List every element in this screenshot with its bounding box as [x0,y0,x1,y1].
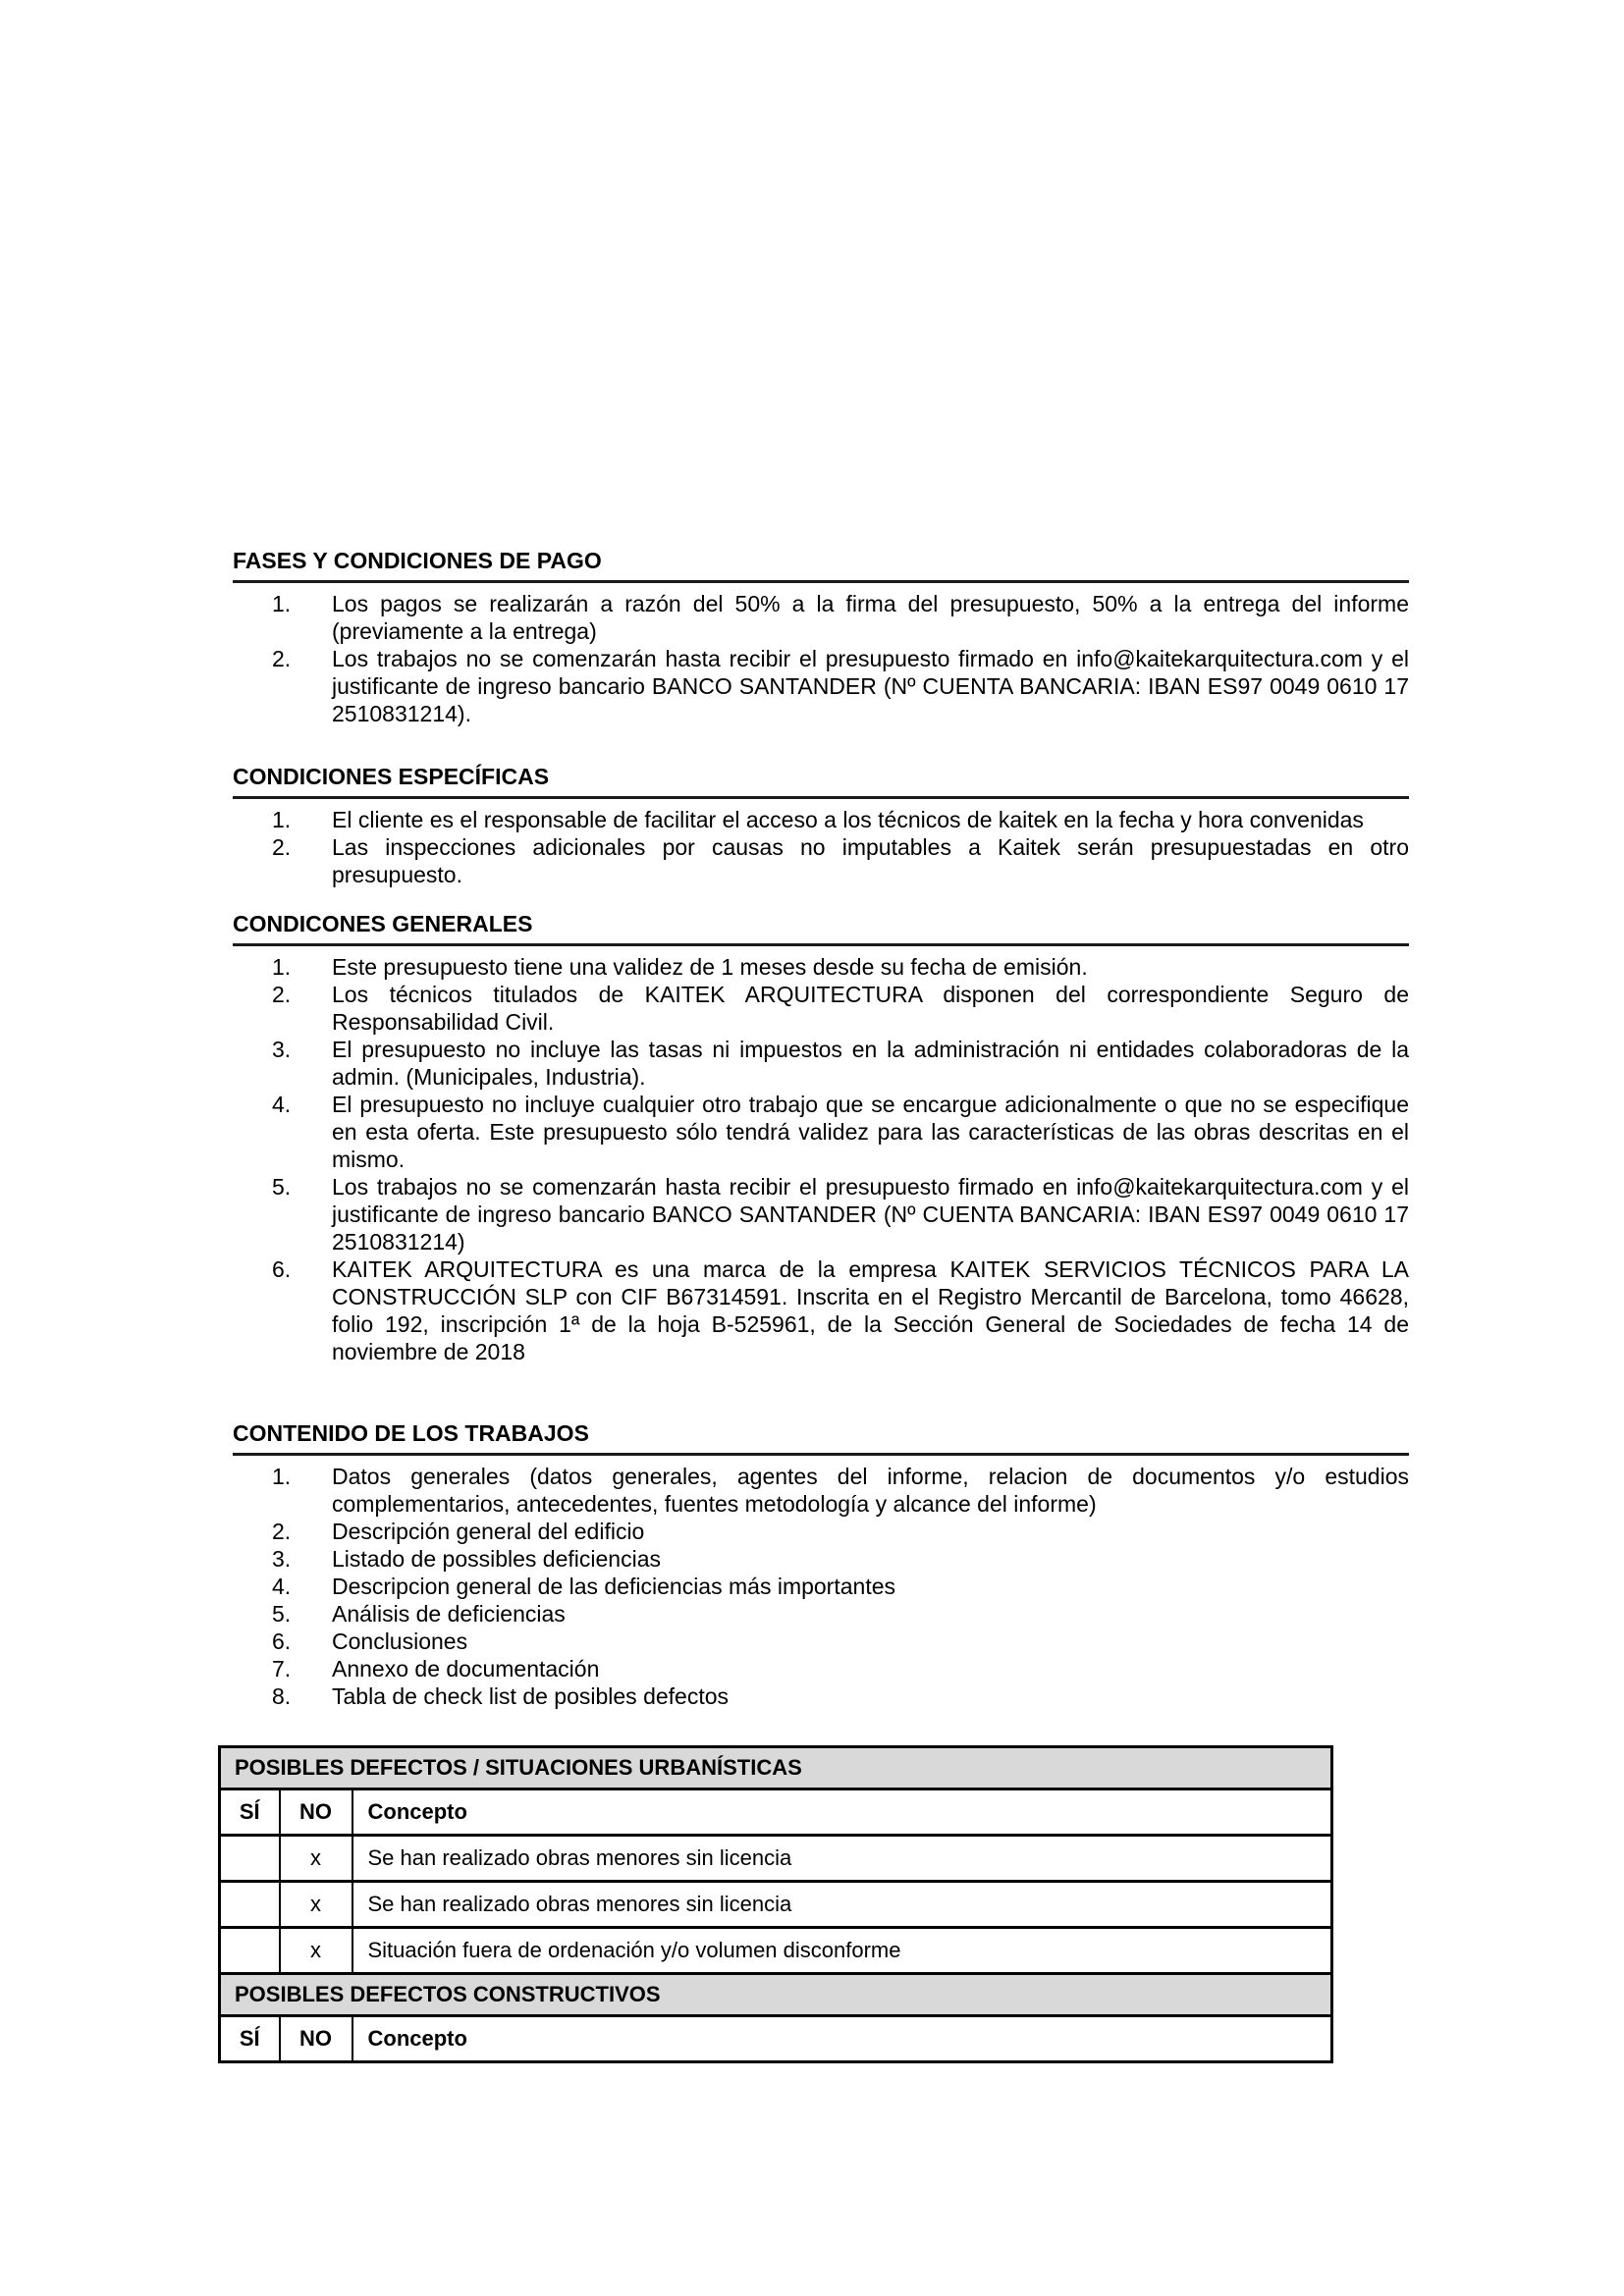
list-number: 3. [272,1037,292,1062]
list-item [233,833,1409,888]
list-number: 1. [272,591,292,616]
column-header-si: SÍ [220,1789,280,1836]
list-number: 6. [272,1256,292,1282]
list-number: 5. [272,1174,292,1200]
list-text: Los técnicos titulados de KAITEK ARQUITECTURA disponen del correspondiente Seguro de Responsabilidad Civil. [332,982,1409,1035]
list-item [233,981,1409,1036]
list-text: Los trabajos no se comenzarán hasta recibir el presupuesto firmado en info@kaitekarquitectura.com y el justificante de ingreso bancario BANCO SANTANDER (Nº CUENTA BANCARIA: IBAN ES97 0049 0610 17 2510831214) [332,1174,1409,1255]
section-fases-y-condiciones-de-pago [233,547,1409,727]
section-heading: CONDICIONES ESPECÍFICAS [233,763,1409,799]
list-number: 2. [272,834,292,860]
list-item [233,1628,1409,1655]
list-number: 2. [272,646,292,671]
list-item [233,1091,1409,1173]
list-text: Listado de possibles deficiencias [332,1546,661,1572]
table-header-row [220,1789,1332,1836]
list-number: 1. [272,1464,292,1489]
table-row [220,1928,1332,1974]
list-text: El presupuesto no incluye cualquier otro trabajo que se encargue adicionalmente o que no se especifique en esta oferta. Este presupuesto sólo tendrá validez para las características de las obras descritas en el mismo. [332,1092,1409,1172]
list-number: 4. [272,1574,292,1599]
list-item [233,1655,1409,1682]
document-page [233,547,1409,2063]
cell-no-mark: x [280,1928,352,1974]
list-item [233,590,1409,645]
list-number: 7. [272,1656,292,1682]
list-text: Las inspecciones adicionales por causas no imputables a Kaitek serán presupuestadas en otro presupuesto. [332,834,1409,887]
cell-no-mark: x [280,1836,352,1882]
list-number: 4. [272,1092,292,1117]
table-row [220,1882,1332,1928]
column-header-si: SÍ [220,2016,280,2062]
list-number: 3. [272,1546,292,1572]
list-text: Los trabajos no se comenzarán hasta recibir el presupuesto firmado en info@kaitekarquitectura.com y el justificante de ingreso bancario BANCO SANTANDER (Nº CUENTA BANCARIA: IBAN ES97 0049 0610 17 2510831214). [332,646,1409,726]
list-text: Conclusiones [332,1629,468,1654]
section-heading: FASES Y CONDICIONES DE PAGO [233,547,1409,583]
table-row [220,1836,1332,1882]
table-band-row [220,1974,1332,2016]
list-text: KAITEK ARQUITECTURA es una marca de la empresa KAITEK SERVICIOS TÉCNICOS PARA LA CONSTRUCCIÓN SLP con CIF B67314591. Inscrita en el Registro Mercantil de Barcelona, tomo 46628, folio 192, inscripción 1ª de la hoja B-525961, de la Sección General de Sociedades de fecha 14 de noviembre de 2018 [332,1256,1409,1364]
list-item [233,1682,1409,1710]
list-text: Datos generales (datos generales, agentes del informe, relacion de documentos y/o estudios complementarios, antecedentes, fuentes metodología y alcance del informe) [332,1464,1409,1517]
list-text: El presupuesto no incluye las tasas ni impuestos en la administración ni entidades colaboradoras de la admin. (Municipales, Industria). [332,1037,1409,1090]
defects-table-wrapper [218,1745,1409,2063]
column-header-concepto: Concepto [352,2016,1332,2062]
section-heading: CONTENIDO DE LOS TRABAJOS [233,1419,1409,1456]
numbered-list [233,590,1409,727]
list-number: 6. [272,1629,292,1654]
numbered-list [233,953,1409,1365]
table-band-title: POSIBLES DEFECTOS / SITUACIONES URBANÍSTICAS [220,1747,1332,1789]
list-number: 1. [272,954,292,980]
list-number: 1. [272,807,292,832]
defects-checklist-table [218,1745,1333,2063]
section-condiciones-especificas [233,763,1409,888]
list-text: Los pagos se realizarán a razón del 50% a la firma del presupuesto, 50% a la entrega del informe (previamente a la entrega) [332,591,1409,644]
list-text: El cliente es el responsable de facilitar el acceso a los técnicos de kaitek en la fecha y hora convenidas [332,807,1364,832]
list-item [233,1600,1409,1628]
cell-concepto: Se han realizado obras menores sin licencia [352,1882,1332,1928]
section-condicones-generales [233,910,1409,1365]
list-item [233,1463,1409,1518]
list-text: Descripcion general de las deficiencias más importantes [332,1574,896,1599]
table-header-row [220,2016,1332,2062]
list-item [233,1545,1409,1573]
column-header-no: NO [280,2016,352,2062]
section-heading: CONDICONES GENERALES [233,910,1409,946]
list-text: Tabla de check list de posibles defectos [332,1683,730,1709]
table-band-title: POSIBLES DEFECTOS CONSTRUCTIVOS [220,1974,1332,2016]
list-item [233,1518,1409,1545]
cell-concepto: Se han realizado obras menores sin licencia [352,1836,1332,1882]
list-number: 5. [272,1601,292,1627]
list-text: Annexo de documentación [332,1656,600,1682]
cell-concepto: Situación fuera de ordenación y/o volumen disconforme [352,1928,1332,1974]
list-item [233,1173,1409,1255]
numbered-list [233,806,1409,888]
list-number: 8. [272,1683,292,1709]
table-band-row [220,1747,1332,1789]
cell-si [220,1836,280,1882]
column-header-no: NO [280,1789,352,1836]
cell-si [220,1882,280,1928]
list-item [233,1255,1409,1365]
column-header-concepto: Concepto [352,1789,1332,1836]
list-number: 2. [272,982,292,1007]
cell-no-mark: x [280,1882,352,1928]
list-text: Este presupuesto tiene una validez de 1 meses desde su fecha de emisión. [332,954,1088,980]
list-item [233,806,1409,833]
numbered-list [233,1463,1409,1710]
section-contenido-de-los-trabajos [233,1419,1409,1710]
list-item [233,645,1409,727]
list-item [233,1573,1409,1600]
list-item [233,953,1409,981]
list-item [233,1036,1409,1091]
list-text: Descripción general del edificio [332,1519,645,1544]
list-number: 2. [272,1519,292,1544]
cell-si [220,1928,280,1974]
list-text: Análisis de deficiencias [332,1601,566,1627]
